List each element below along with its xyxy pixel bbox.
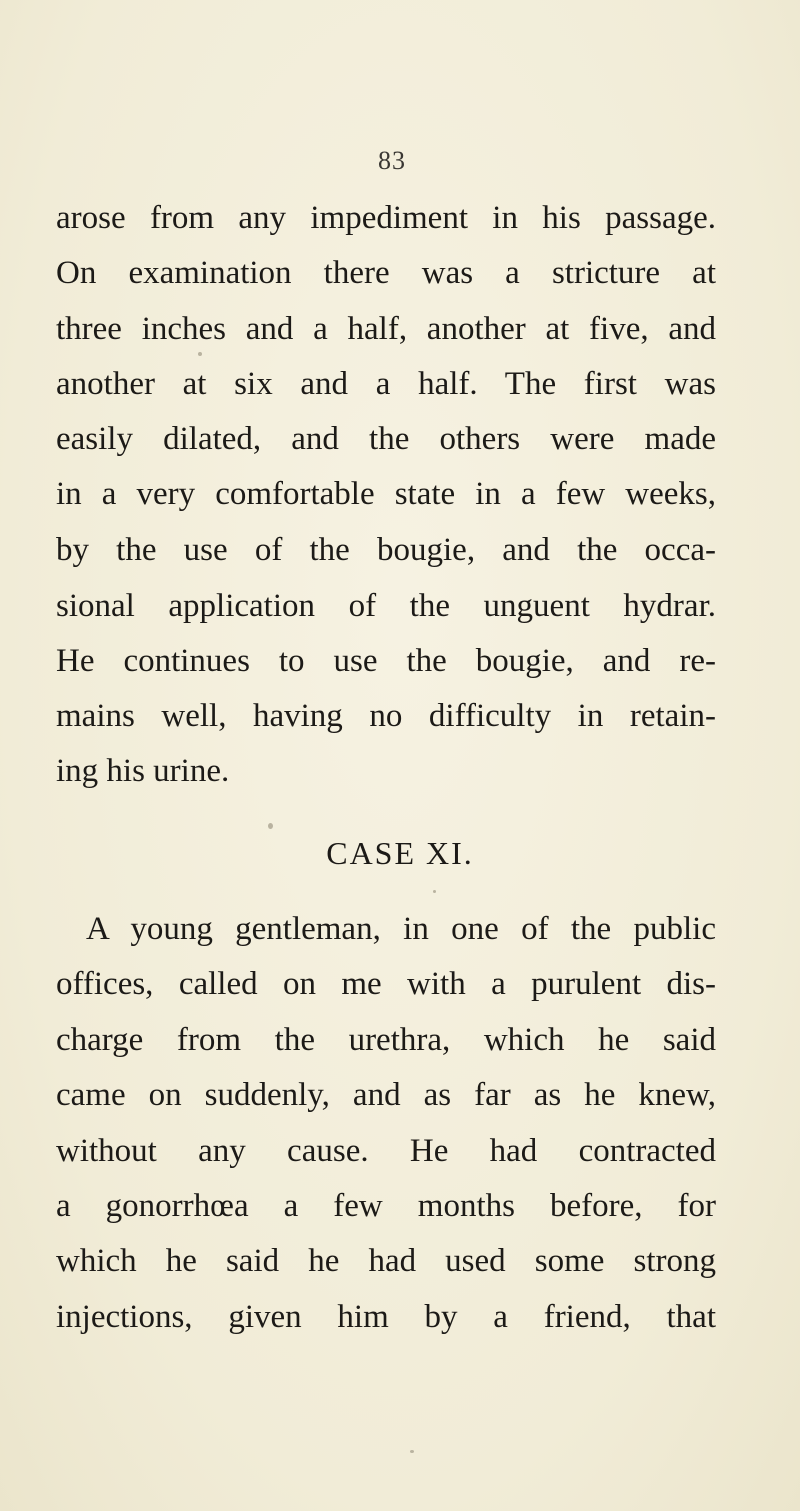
text-line: charge from the urethra, which he said — [56, 1022, 716, 1058]
text-line: in a very comfortable state in a few weeks, — [56, 476, 716, 512]
text-line: mains well, having no difficulty in retain- — [56, 698, 716, 734]
text-line: He continues to use the bougie, and re- — [56, 643, 716, 679]
paper-speck — [410, 1450, 414, 1453]
text-line: On examination there was a stricture at — [56, 255, 716, 291]
text-line: came on suddenly, and as far as he knew, — [56, 1077, 716, 1113]
paper-speck — [268, 823, 273, 829]
text-line: A young gentleman, in one of the public — [86, 911, 716, 947]
text-line: offices, called on me with a purulent dis- — [56, 966, 716, 1002]
text-line: another at six and a half. The first was — [56, 366, 716, 402]
text-line: ing his urine. — [56, 753, 230, 789]
text-line: three inches and a half, another at five, and — [56, 311, 716, 347]
text-line: arose from any impediment in his passage. — [56, 200, 716, 236]
text-line: by the use of the bougie, and the occa- — [56, 532, 716, 568]
text-line: sional application of the unguent hydrar. — [56, 588, 716, 624]
text-line: which he said he had used some strong — [56, 1243, 716, 1279]
text-line: easily dilated, and the others were made — [56, 421, 716, 457]
case-heading: CASE XI. — [326, 835, 474, 871]
paper-speck — [433, 890, 436, 893]
paper-speck — [198, 352, 202, 356]
page-number: 83 — [378, 146, 406, 175]
text-line: injections, given him by a friend, that — [56, 1299, 716, 1335]
text-line: without any cause. He had contracted — [56, 1133, 716, 1169]
text-line: a gonorrhœa a few months before, for — [56, 1188, 716, 1224]
